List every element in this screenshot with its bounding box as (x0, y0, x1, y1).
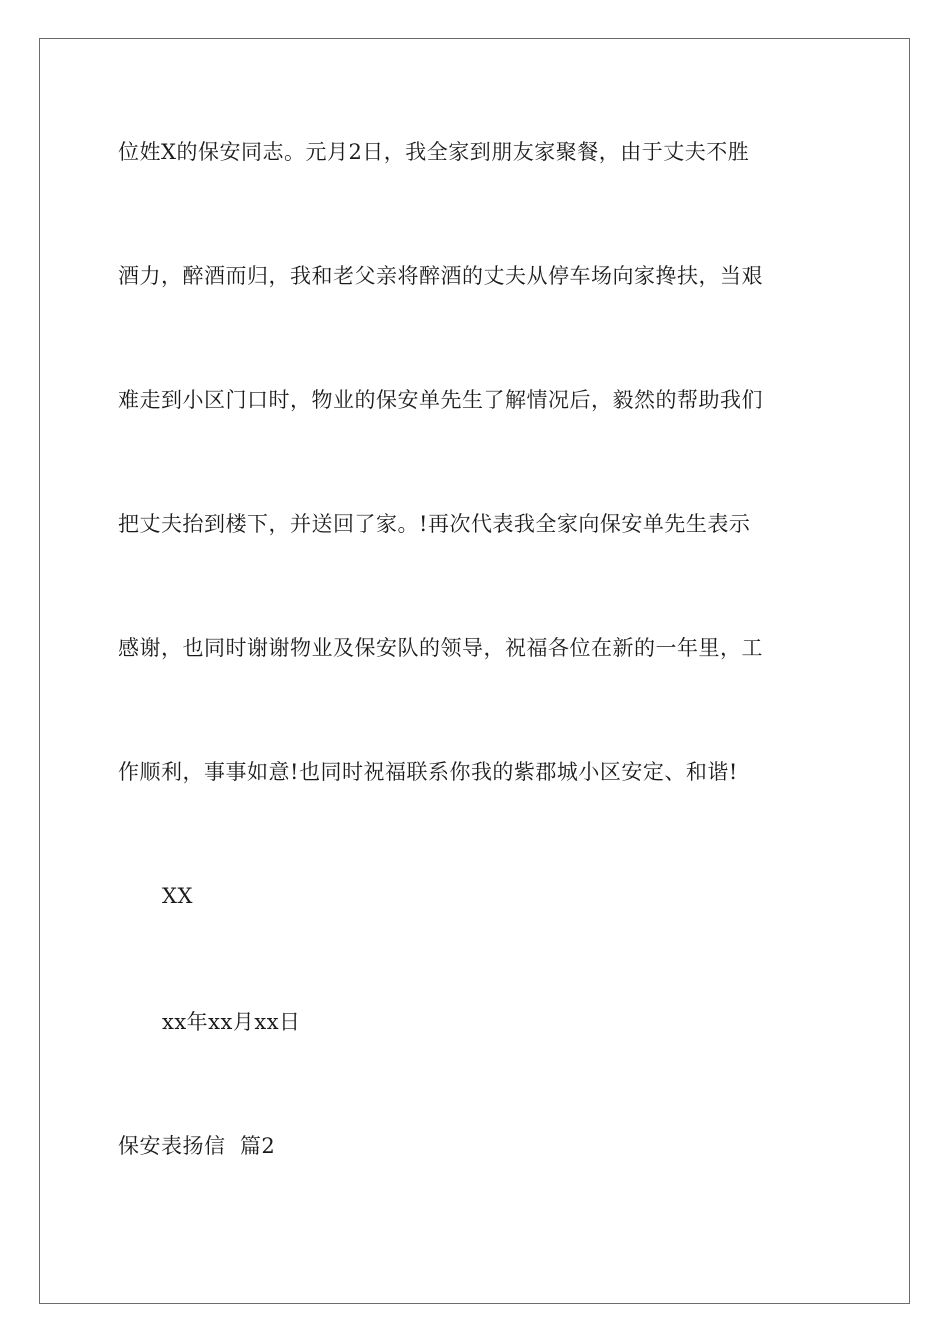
paragraph-line-1: 位姓X的保安同志。元月2日，我全家到朋友家聚餐，由于丈夫不胜 (118, 140, 750, 164)
paragraph-line-4: 把丈夫抬到楼下，并送回了家。!再次代表我全家向保安单先生表示 (118, 512, 751, 536)
section-title: 保安表扬信 篇2 (118, 1134, 276, 1158)
page-border (39, 38, 910, 1304)
paragraph-line-3: 难走到小区门口时，物业的保安单先生了解情况后，毅然的帮助我们 (118, 388, 763, 412)
paragraph-line-2: 酒力，醉酒而归，我和老父亲将醉酒的丈夫从停车场向家搀扶，当艰 (118, 264, 763, 288)
paragraph-line-5: 感谢，也同时谢谢物业及保安队的领导，祝福各位在新的一年里，工 (118, 636, 763, 660)
paragraph-line-6: 作顺利，事事如意!也同时祝福联系你我的紫郡城小区安定、和谐! (118, 760, 738, 784)
signature: XX (162, 884, 193, 908)
letter-date: xx年xx月xx日 (162, 1010, 301, 1034)
